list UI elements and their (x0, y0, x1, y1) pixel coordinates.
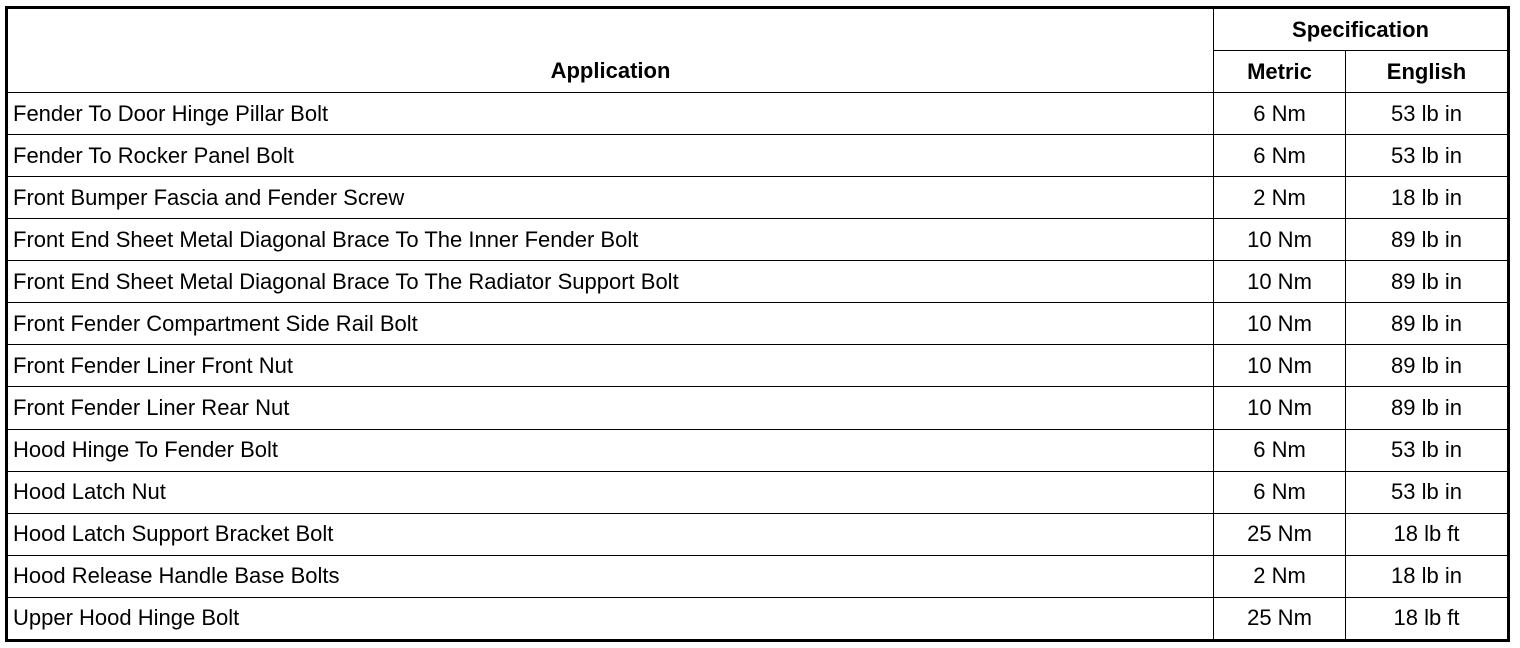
metric-cell: 6 Nm (1214, 471, 1346, 513)
english-cell: 18 lb in (1346, 177, 1509, 219)
metric-cell: 10 Nm (1214, 219, 1346, 261)
application-cell: Front Fender Liner Front Nut (7, 345, 1214, 387)
application-cell: Upper Hood Hinge Bolt (7, 597, 1214, 640)
english-cell: 89 lb in (1346, 261, 1509, 303)
table-row (7, 429, 1509, 471)
english-cell: 89 lb in (1346, 219, 1509, 261)
specification-header: Specification (1214, 8, 1509, 51)
metric-cell: 2 Nm (1214, 177, 1346, 219)
english-cell: 53 lb in (1346, 429, 1509, 471)
table-row (7, 219, 1509, 261)
metric-cell: 25 Nm (1214, 597, 1346, 640)
table-row (7, 597, 1509, 640)
header-row-top (7, 8, 1509, 51)
application-cell: Hood Latch Support Bracket Bolt (7, 513, 1214, 555)
application-cell: Front End Sheet Metal Diagonal Brace To The Inner Fender Bolt (7, 219, 1214, 261)
table-row (7, 261, 1509, 303)
english-cell: 53 lb in (1346, 135, 1509, 177)
application-cell: Fender To Door Hinge Pillar Bolt (7, 93, 1214, 135)
application-cell: Front Bumper Fascia and Fender Screw (7, 177, 1214, 219)
english-cell: 89 lb in (1346, 387, 1509, 429)
table-row (7, 135, 1509, 177)
table-row (7, 177, 1509, 219)
english-cell: 18 lb ft (1346, 597, 1509, 640)
table-row (7, 471, 1509, 513)
application-header: Application (7, 8, 1214, 93)
metric-cell: 10 Nm (1214, 261, 1346, 303)
table-row (7, 387, 1509, 429)
english-cell: 18 lb ft (1346, 513, 1509, 555)
metric-header: Metric (1214, 51, 1346, 93)
application-cell: Fender To Rocker Panel Bolt (7, 135, 1214, 177)
application-cell: Front End Sheet Metal Diagonal Brace To The Radiator Support Bolt (7, 261, 1214, 303)
metric-cell: 10 Nm (1214, 345, 1346, 387)
english-cell: 53 lb in (1346, 471, 1509, 513)
english-cell: 18 lb in (1346, 555, 1509, 597)
english-header: English (1346, 51, 1509, 93)
table-row (7, 303, 1509, 345)
torque-spec-table (5, 6, 1510, 642)
metric-cell: 6 Nm (1214, 135, 1346, 177)
table-row (7, 93, 1509, 135)
application-cell: Hood Latch Nut (7, 471, 1214, 513)
english-cell: 53 lb in (1346, 93, 1509, 135)
table-row (7, 345, 1509, 387)
application-cell: Front Fender Liner Rear Nut (7, 387, 1214, 429)
table-row (7, 555, 1509, 597)
application-cell: Front Fender Compartment Side Rail Bolt (7, 303, 1214, 345)
metric-cell: 6 Nm (1214, 429, 1346, 471)
metric-cell: 10 Nm (1214, 387, 1346, 429)
application-cell: Hood Hinge To Fender Bolt (7, 429, 1214, 471)
application-cell: Hood Release Handle Base Bolts (7, 555, 1214, 597)
metric-cell: 10 Nm (1214, 303, 1346, 345)
english-cell: 89 lb in (1346, 303, 1509, 345)
table-row (7, 513, 1509, 555)
metric-cell: 6 Nm (1214, 93, 1346, 135)
metric-cell: 25 Nm (1214, 513, 1346, 555)
english-cell: 89 lb in (1346, 345, 1509, 387)
metric-cell: 2 Nm (1214, 555, 1346, 597)
